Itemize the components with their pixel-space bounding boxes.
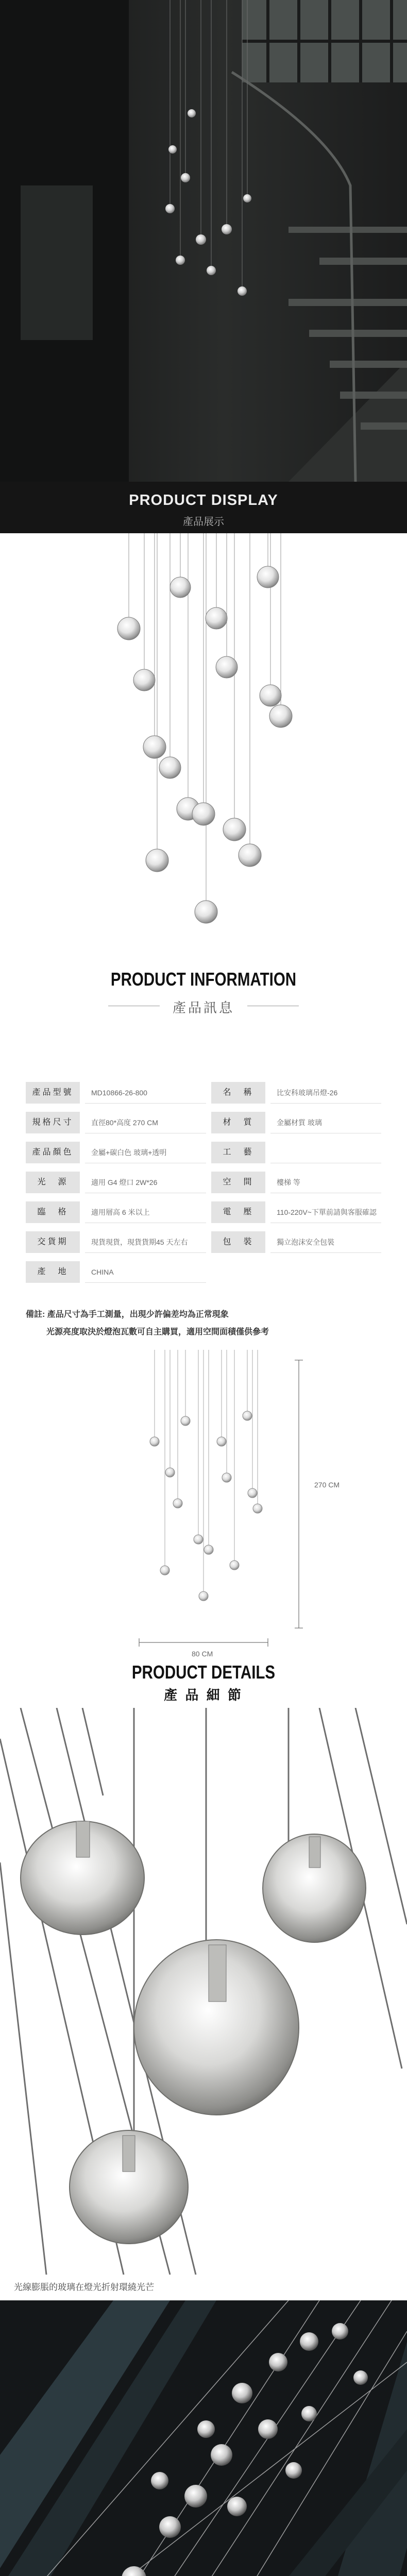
note-line-2: 光源亮度取決於燈泡瓦數可自主購買，適用空間面積僅供參考 [46, 1328, 269, 1336]
spec-value: 金屬材質 玻璃 [270, 1112, 381, 1133]
spec-label: 名 稱 [211, 1082, 265, 1104]
spec-value [270, 1142, 381, 1163]
photo-caption: 光線膨脹的玻璃在燈光折射環繞光芒 [14, 2282, 154, 2292]
spec-label: 規格尺寸 [26, 1112, 80, 1133]
hero-photo [0, 0, 407, 533]
details-subtitle: 產 品 細 節 [164, 1687, 243, 1703]
spec-value: 現貨現貨，現貨貨期45 天左右 [85, 1231, 206, 1253]
dimension-drawing [0, 1350, 407, 1654]
spec-value: 適用 G4 燈口 2W*26 [85, 1172, 206, 1193]
spec-label: 產品顏色 [26, 1142, 80, 1163]
spec-row [26, 1142, 381, 1163]
spec-value: 適用層高 6 米以上 [85, 1201, 206, 1223]
chandelier-product-photo [0, 533, 407, 935]
spec-value: 比安科玻璃吊燈-26 [270, 1082, 381, 1104]
spec-row [26, 1082, 381, 1104]
spec-label: 空 間 [211, 1172, 265, 1193]
stairwell-photo [0, 2300, 407, 2576]
spec-label: 包 裝 [211, 1231, 265, 1253]
info-subtitle: 產品訊息 [172, 1000, 234, 1015]
spec-value: 110-220V~下單前請與客服確認 [270, 1201, 381, 1223]
spec-row [26, 1261, 381, 1283]
spec-value: 樓梯 等 [270, 1172, 381, 1193]
spec-value: CHINA [85, 1261, 206, 1283]
spec-value: 獨立泡沫安全包裝 [270, 1231, 381, 1253]
spec-value: MD10866-26-800 [85, 1082, 206, 1104]
spec-value: 金屬+碳白色 玻璃+透明 [85, 1142, 206, 1163]
info-title: PRODUCT INFORMATION [110, 969, 297, 990]
spec-row [26, 1172, 381, 1193]
hero-title-bar [0, 482, 407, 533]
spec-label: 材 質 [211, 1112, 265, 1133]
stairwell-chandelier-photo [0, 2300, 407, 2576]
note-line-1: 備註: 產品尺寸為手工測量，出現少許偏差均為正常現象 [26, 1310, 229, 1319]
hero-title: PRODUCT DISPLAY [129, 492, 278, 509]
spec-value: 直徑80*高度 270 CM [85, 1112, 206, 1133]
spec-label: 臨 格 [26, 1201, 80, 1223]
glass-bulbs-closeup [0, 1708, 407, 2275]
detail-closeup-photo [0, 1708, 407, 2275]
hero-subtitle: 產品展示 [183, 516, 224, 528]
staircase-chandelier-photo [0, 0, 407, 482]
width-dimension-label: 80 CM [192, 1650, 213, 1658]
spec-label: 產 地 [26, 1261, 80, 1283]
details-title: PRODUCT DETAILS [131, 1662, 276, 1683]
product-photo-white [0, 533, 407, 935]
dimension-figure [0, 1350, 407, 1658]
height-dimension-label: 270 CM [314, 1481, 340, 1489]
spec-label: 產品型號 [26, 1082, 80, 1104]
spec-row [26, 1231, 381, 1253]
spec-row [26, 1201, 381, 1223]
spec-label: 光 源 [26, 1172, 80, 1193]
spec-label: 工 藝 [211, 1142, 265, 1163]
spec-label: 交貨期 [26, 1231, 80, 1253]
spec-row [26, 1112, 381, 1133]
spec-label: 電 壓 [211, 1201, 265, 1223]
